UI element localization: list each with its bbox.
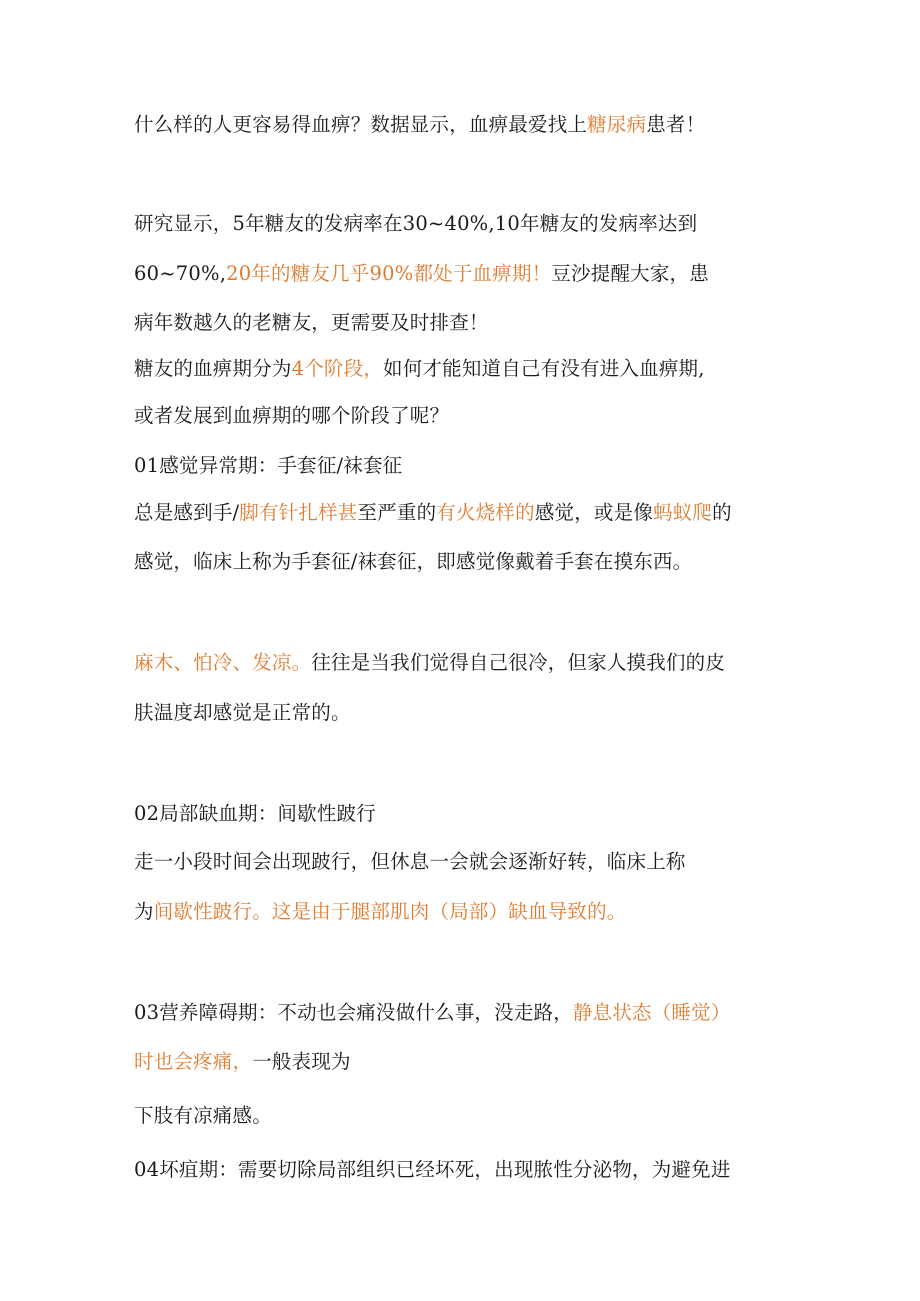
text-segment: 研究显示，5年糖友的发病率在30~40%,10年糖友的发病率达到 [134,212,698,235]
highlight-text: 4个阶段， [291,357,384,380]
section-heading-1 [134,454,402,478]
section-3-line-3 [134,1104,272,1128]
highlight-text: 20年的糖友几乎90%都处于血痹期！ [226,262,552,285]
section-1-line-4 [134,701,351,725]
text-segment: 的 [712,501,732,524]
section-1-line-3 [134,651,725,675]
section-2-line-2 [134,900,627,924]
text-segment: 总是感到手/ [134,501,240,524]
highlight-text: 间歇性跛行。这是由于腿部肌肉（局部）缺血导致的。 [153,900,627,923]
paragraph-stats-line-3 [134,311,489,335]
section-1-line-1 [134,501,732,525]
section-heading-2 [134,802,376,826]
text-segment: 至严重的 [357,501,437,524]
text-segment: 感觉，临床上称为手套征/袜套征，即感觉像戴着手套在摸东西。 [134,550,693,573]
highlight-text: 脚有针扎样甚 [239,501,358,524]
text-segment: 下肢有凉痛感。 [134,1104,272,1127]
paragraph-stages-line-2 [134,404,449,428]
text-segment: 04坏疽期：需要切除局部组织已经坏死，出现脓性分泌物，为避免进 [134,1158,731,1181]
highlight-text: 糖尿病 [587,113,647,136]
section-4-line-1 [134,1158,731,1182]
highlight-text: 静息状态（睡觉） [572,1001,731,1024]
highlight-text: 时也会疼痛， [134,1050,253,1073]
highlight-text: 蚂蚁爬 [653,501,713,524]
text-segment: 一般表现为 [252,1050,351,1073]
highlight-text: 有火烧样的 [436,501,535,524]
highlight-text: 麻木、怕冷、发凉。 [134,651,312,674]
text-segment: 往往是当我们觉得自己很冷，但家人摸我们的皮 [311,651,726,674]
section-2-line-1 [134,850,686,874]
text-segment: 豆沙提醒大家，患 [551,262,709,285]
text-segment: 什么样的人更容易得血痹？数据显示，血痹最爱找上 [134,113,588,136]
text-segment: 病年数越久的老糖友，更需要及时排查！ [134,311,489,334]
section-3-line-1 [134,1001,731,1025]
paragraph-stats-line-2 [134,262,709,286]
text-segment: 肤温度却感觉是正常的。 [134,701,351,724]
text-segment: 为 [134,900,154,923]
heading-text: 02局部缺血期：间歇性跛行 [134,802,376,825]
section-3-line-2 [134,1050,351,1074]
text-segment: 感觉，或是像 [534,501,654,524]
text-segment: 03营养障碍期：不动也会痛没做什么事，没走路， [134,1001,573,1024]
section-1-line-2 [134,550,692,574]
paragraph-stages-line-1 [134,357,705,381]
text-segment: 60~70%, [134,262,227,285]
paragraph-stats-line-1 [134,212,697,236]
heading-text: 01感觉异常期：手套征/袜套征 [134,454,403,477]
text-segment: 如何才能知道自己有没有进入血痹期, [383,357,705,380]
paragraph-intro [134,113,705,137]
text-segment: 患者！ [646,113,706,136]
text-segment: 糖友的血痹期分为 [134,357,292,380]
text-segment: 或者发展到血痹期的哪个阶段了呢？ [134,404,450,427]
text-segment: 走一小段时间会出现跛行，但休息一会就会逐渐好转，临床上称 [134,850,686,873]
